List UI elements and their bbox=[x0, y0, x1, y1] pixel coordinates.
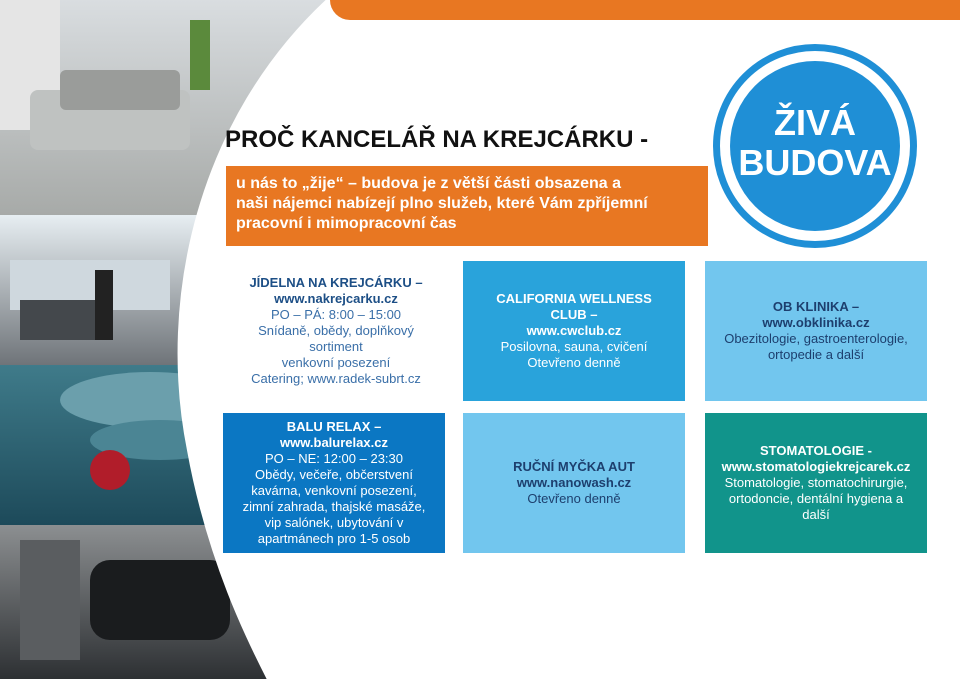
card-url[interactable]: www.stomatologiekrejcarek.cz bbox=[721, 459, 911, 474]
badge-line: BUDOVA bbox=[738, 142, 892, 183]
card-line: zimní zahrada, thajské masáže, bbox=[242, 499, 426, 514]
card-title: STOMATOLOGIE - bbox=[760, 443, 872, 458]
top-accent-bar bbox=[330, 0, 960, 20]
card-url[interactable]: www.balurelax.cz bbox=[280, 435, 388, 450]
card-line: sortiment bbox=[309, 339, 363, 354]
card-title: RUČNÍ MYČKA AUT bbox=[513, 459, 635, 474]
card-line: ortodoncie, dentální hygiena a bbox=[728, 491, 904, 506]
ziva-budova-badge bbox=[730, 61, 900, 231]
intro-line: naši nájemci nabízejí plno služeb, které Vám zpříjemní bbox=[236, 195, 648, 212]
card-line: venkovní posezení bbox=[281, 355, 391, 370]
card-line: apartmánech pro 1-5 osob bbox=[257, 531, 411, 546]
card-title: OB KLINIKA – bbox=[772, 299, 860, 314]
intro-line: pracovní i mimopracovní čas bbox=[236, 215, 457, 232]
card-title: CALIFORNIA WELLNESS bbox=[496, 291, 652, 306]
card-url[interactable]: www.nakrejcarku.cz bbox=[274, 291, 398, 306]
card-line: Obědy, večeře, občerstvení bbox=[254, 467, 413, 482]
card-title: BALU RELAX – bbox=[286, 419, 382, 434]
card-jidelna bbox=[225, 261, 447, 401]
card-stomatologie bbox=[705, 413, 927, 553]
card-line: kavárna, venkovní posezení, bbox=[251, 483, 417, 498]
intro-line: u nás to „žije“ – budova je z větší části obsazena a bbox=[236, 175, 622, 192]
card-line: Stomatologie, stomatochirurgie, bbox=[724, 475, 908, 490]
card-title: JÍDELNA NA KREJCÁRKU – bbox=[249, 275, 423, 290]
card-california-wellness bbox=[463, 261, 685, 401]
card-line: Otevřeno denně bbox=[527, 491, 621, 506]
card-line: Snídaně, obědy, doplňkový bbox=[258, 323, 414, 338]
card-rucni-mycka bbox=[463, 413, 685, 553]
card-ob-klinika bbox=[705, 261, 927, 401]
card-line: vip salónek, ubytování v bbox=[264, 515, 404, 530]
card-title-2: CLUB – bbox=[550, 307, 598, 322]
card-line: ortopedie a další bbox=[767, 347, 865, 362]
card-line: Otevřeno denně bbox=[527, 355, 621, 370]
card-line: Posilovna, sauna, cvičení bbox=[500, 339, 648, 354]
badge-line: ŽIVÁ bbox=[773, 102, 856, 143]
card-line: Catering; www.radek-subrt.cz bbox=[251, 371, 421, 386]
card-url[interactable]: www.cwclub.cz bbox=[526, 323, 622, 338]
page-title: PROČ KANCELÁŘ NA KREJCÁRKU - bbox=[225, 126, 649, 153]
card-url[interactable]: www.obklinika.cz bbox=[762, 315, 870, 330]
card-line: PO – PÁ: 8:00 – 15:00 bbox=[270, 307, 402, 322]
card-line: další bbox=[802, 507, 830, 522]
intro-box bbox=[226, 166, 708, 246]
card-balu-relax bbox=[223, 413, 445, 553]
card-line: Obezitologie, gastroenterologie, bbox=[724, 331, 908, 346]
card-line: PO – NE: 12:00 – 23:30 bbox=[264, 451, 404, 466]
card-url[interactable]: www.nanowash.cz bbox=[516, 475, 632, 490]
